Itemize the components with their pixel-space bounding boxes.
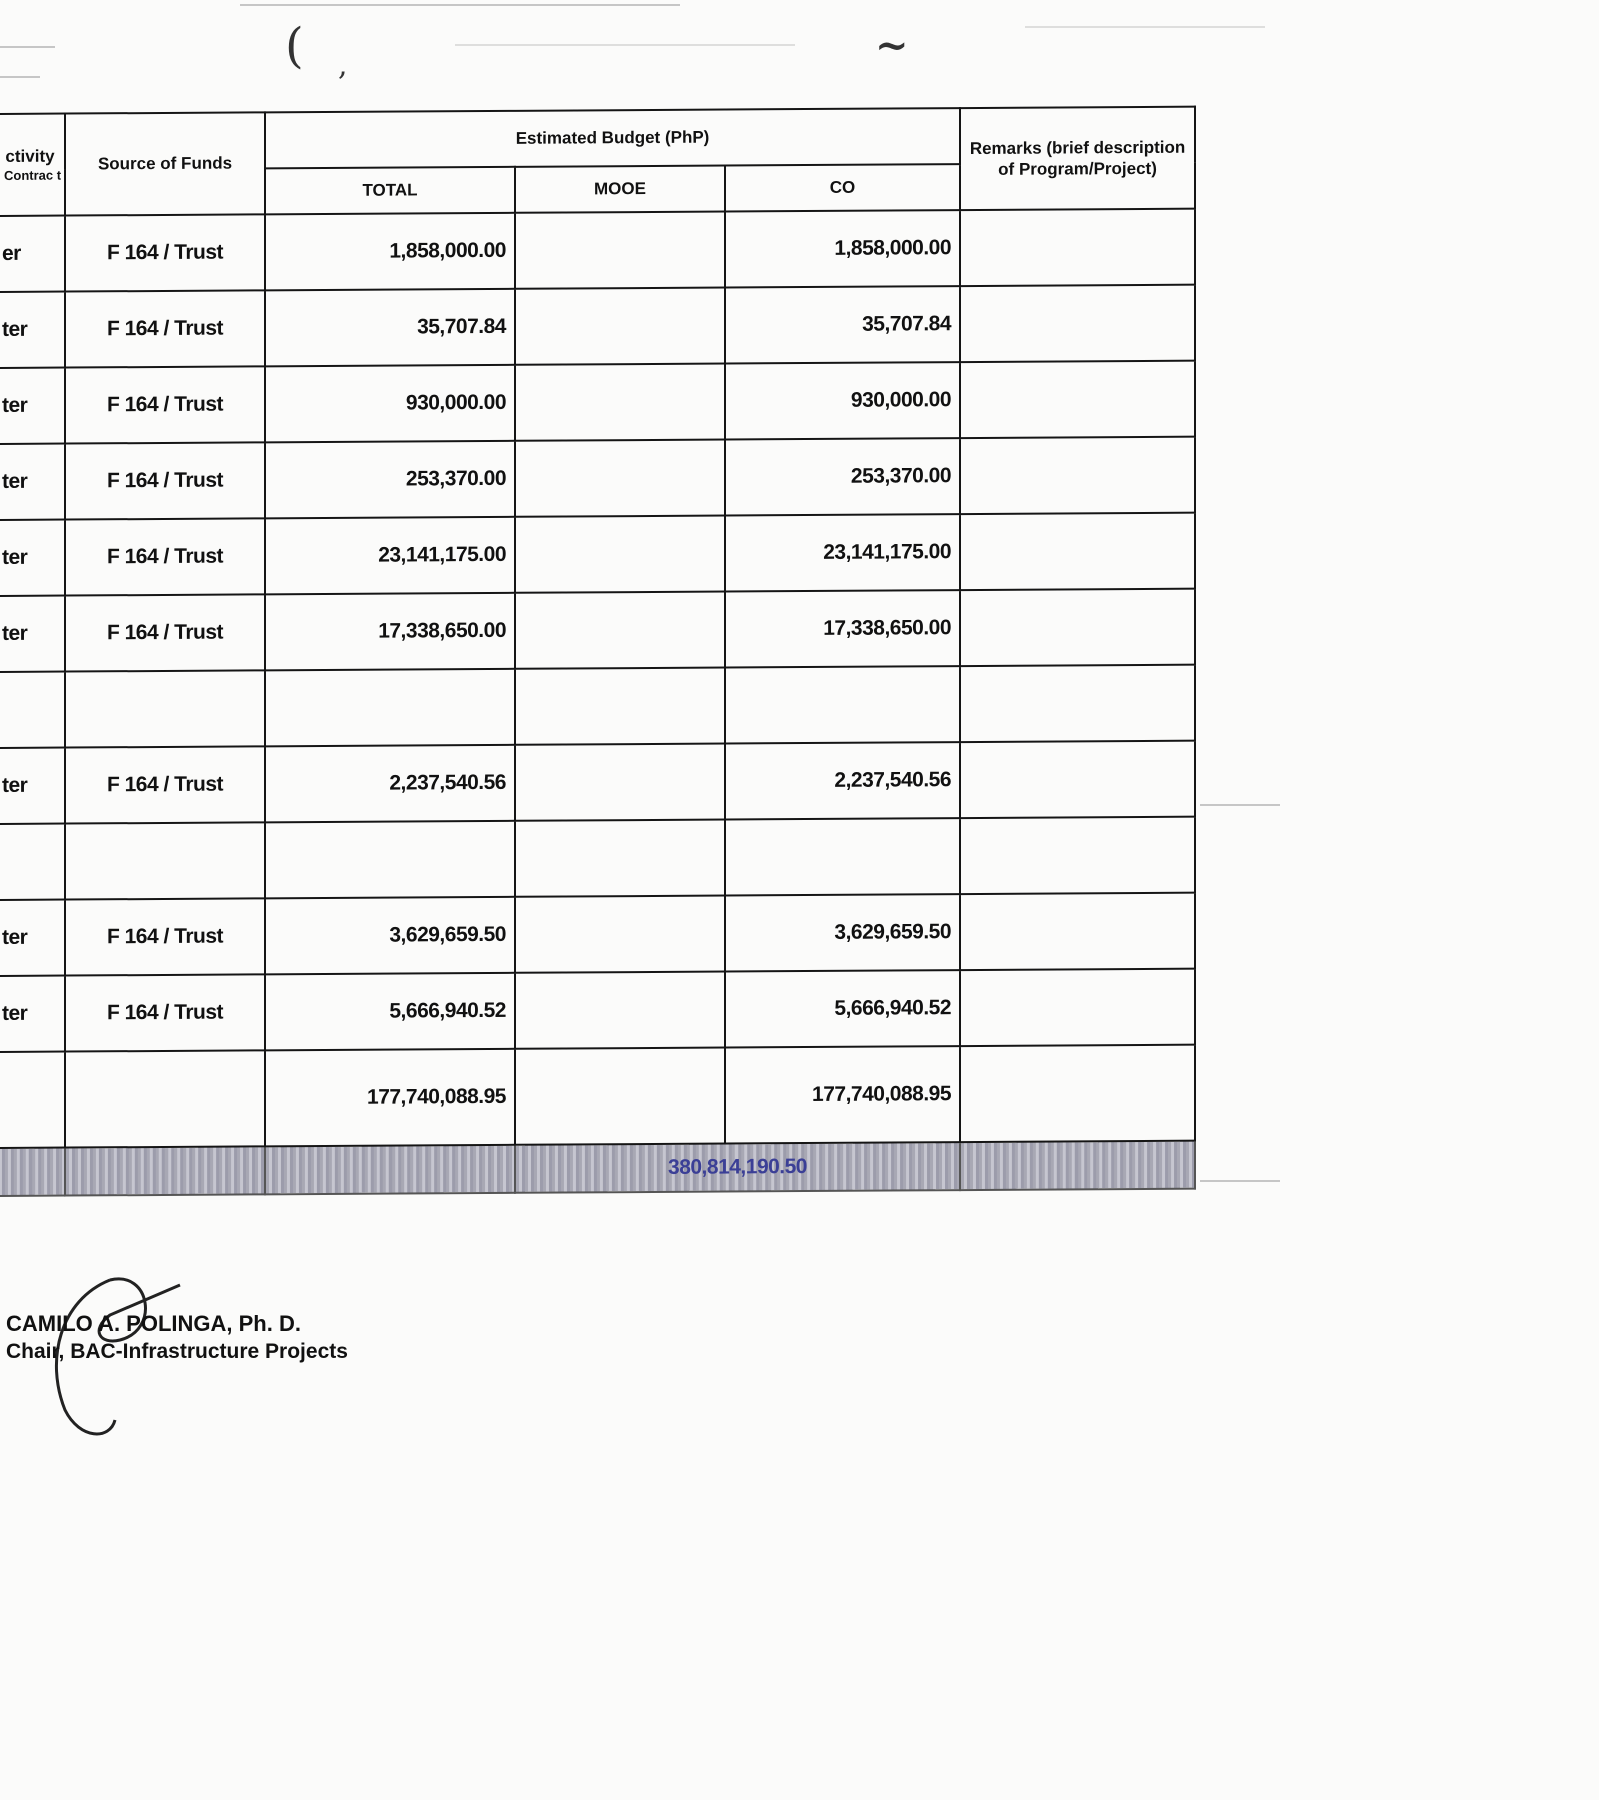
remarks-cell	[960, 665, 1195, 742]
table-row	[0, 817, 1195, 900]
footer-bar-cell	[0, 1148, 65, 1196]
scribble-mark: ~	[875, 22, 909, 69]
grand-total-activity-cell	[0, 1052, 65, 1148]
activity-cell: ter	[0, 976, 65, 1052]
mooe-cell	[515, 440, 725, 517]
activity-cell: ter	[0, 748, 65, 824]
table-row	[0, 209, 1195, 292]
co-cell: 2,237,540.56	[725, 742, 960, 819]
header-total: TOTAL	[265, 167, 515, 215]
source-cell: F 164 / Trust	[65, 214, 265, 291]
activity-cell: ter	[0, 444, 65, 520]
header-activity-label: ctivity	[5, 146, 55, 167]
remarks-cell	[960, 893, 1195, 970]
table-body	[0, 209, 1195, 1052]
signatory-title: Chair, BAC-Infrastructure Projects	[6, 1340, 348, 1363]
co-cell: 35,707.84	[725, 286, 960, 363]
remarks-cell	[960, 209, 1195, 286]
footer-bar	[0, 1141, 1195, 1196]
header-activity-sub: Contrac t	[4, 167, 62, 183]
table-row	[0, 665, 1195, 748]
total-cell	[265, 821, 515, 899]
remarks-cell	[960, 437, 1195, 514]
co-cell: 253,370.00	[725, 438, 960, 515]
grand-total-total-cell: 177,740,088.95	[265, 1049, 515, 1147]
comma-mark: ,	[338, 48, 348, 83]
total-cell: 1,858,000.00	[265, 213, 515, 291]
activity-cell: er	[0, 216, 65, 292]
mooe-cell	[515, 364, 725, 441]
scan-line	[1200, 1180, 1280, 1182]
left-paren-mark: (	[285, 18, 304, 74]
source-cell	[65, 822, 265, 899]
grand-total-remarks-cell	[960, 1045, 1195, 1142]
remarks-cell	[960, 361, 1195, 438]
activity-cell: ter	[0, 596, 65, 672]
mooe-cell	[515, 592, 725, 669]
mooe-cell	[515, 212, 725, 289]
mooe-cell	[515, 820, 725, 897]
total-cell: 35,707.84	[265, 289, 515, 367]
co-cell: 3,629,659.50	[725, 894, 960, 971]
total-cell: 17,338,650.00	[265, 593, 515, 671]
scan-line	[455, 44, 795, 46]
header-source-of-funds: Source of Funds	[65, 112, 265, 215]
activity-cell: ter	[0, 292, 65, 368]
footer-bar-cell	[265, 1145, 515, 1195]
scan-line	[240, 4, 680, 6]
activity-cell: ter	[0, 520, 65, 596]
signature-block	[6, 1310, 348, 1366]
table-row	[0, 285, 1195, 368]
table-row	[0, 969, 1195, 1052]
grand-total-source-cell	[65, 1050, 265, 1147]
table-row	[0, 513, 1195, 596]
footer-bar-cell	[65, 1146, 265, 1195]
source-cell: F 164 / Trust	[65, 594, 265, 671]
table-row	[0, 741, 1195, 824]
table-row	[0, 893, 1195, 976]
scan-line	[1200, 804, 1280, 806]
remarks-cell	[960, 969, 1195, 1046]
activity-cell	[0, 824, 65, 900]
total-cell	[265, 669, 515, 747]
remarks-cell	[960, 285, 1195, 362]
footer-bar-amount: 380,814,190.50	[515, 1142, 960, 1193]
grand-total-row	[0, 1045, 1195, 1148]
header-activity	[0, 114, 65, 216]
activity-cell: ter	[0, 900, 65, 976]
total-cell: 2,237,540.56	[265, 745, 515, 823]
header-estimated-budget: Estimated Budget (PhP)	[265, 108, 960, 168]
mooe-cell	[515, 288, 725, 365]
mooe-cell	[515, 744, 725, 821]
total-cell: 5,666,940.52	[265, 973, 515, 1051]
total-cell: 3,629,659.50	[265, 897, 515, 975]
remarks-cell	[960, 589, 1195, 666]
mooe-cell	[515, 972, 725, 1049]
budget-table	[0, 106, 1196, 1197]
table-row	[0, 361, 1195, 444]
co-cell	[725, 666, 960, 743]
remarks-cell	[960, 817, 1195, 894]
source-cell: F 164 / Trust	[65, 746, 265, 823]
co-cell	[725, 818, 960, 895]
total-cell: 23,141,175.00	[265, 517, 515, 595]
remarks-cell	[960, 741, 1195, 818]
scan-line	[0, 76, 40, 78]
activity-cell: ter	[0, 368, 65, 444]
co-cell: 17,338,650.00	[725, 590, 960, 667]
source-cell: F 164 / Trust	[65, 974, 265, 1051]
mooe-cell	[515, 896, 725, 973]
co-cell: 1,858,000.00	[725, 210, 960, 287]
source-cell: F 164 / Trust	[65, 290, 265, 367]
footer-bar-cell	[960, 1141, 1195, 1190]
total-cell: 253,370.00	[265, 441, 515, 519]
co-cell: 5,666,940.52	[725, 970, 960, 1047]
signatory-name: CAMILO A. POLINGA, Ph. D.	[6, 1311, 301, 1336]
source-cell: F 164 / Trust	[65, 442, 265, 519]
total-cell: 930,000.00	[265, 365, 515, 443]
mooe-cell	[515, 668, 725, 745]
grand-total-co-cell: 177,740,088.95	[725, 1046, 960, 1143]
header-remarks: Remarks (brief description of Program/Project)	[960, 107, 1195, 210]
header-mooe: MOOE	[515, 166, 725, 213]
remarks-cell	[960, 513, 1195, 590]
co-cell: 23,141,175.00	[725, 514, 960, 591]
source-cell: F 164 / Trust	[65, 518, 265, 595]
source-cell: F 164 / Trust	[65, 898, 265, 975]
scan-line	[0, 46, 55, 48]
header-co: CO	[725, 164, 960, 211]
activity-cell	[0, 672, 65, 748]
co-cell: 930,000.00	[725, 362, 960, 439]
table-row	[0, 589, 1195, 672]
grand-total-mooe-cell	[515, 1048, 725, 1145]
scan-line	[1025, 26, 1265, 28]
table-row	[0, 437, 1195, 520]
mooe-cell	[515, 516, 725, 593]
source-cell	[65, 670, 265, 747]
source-cell: F 164 / Trust	[65, 366, 265, 443]
